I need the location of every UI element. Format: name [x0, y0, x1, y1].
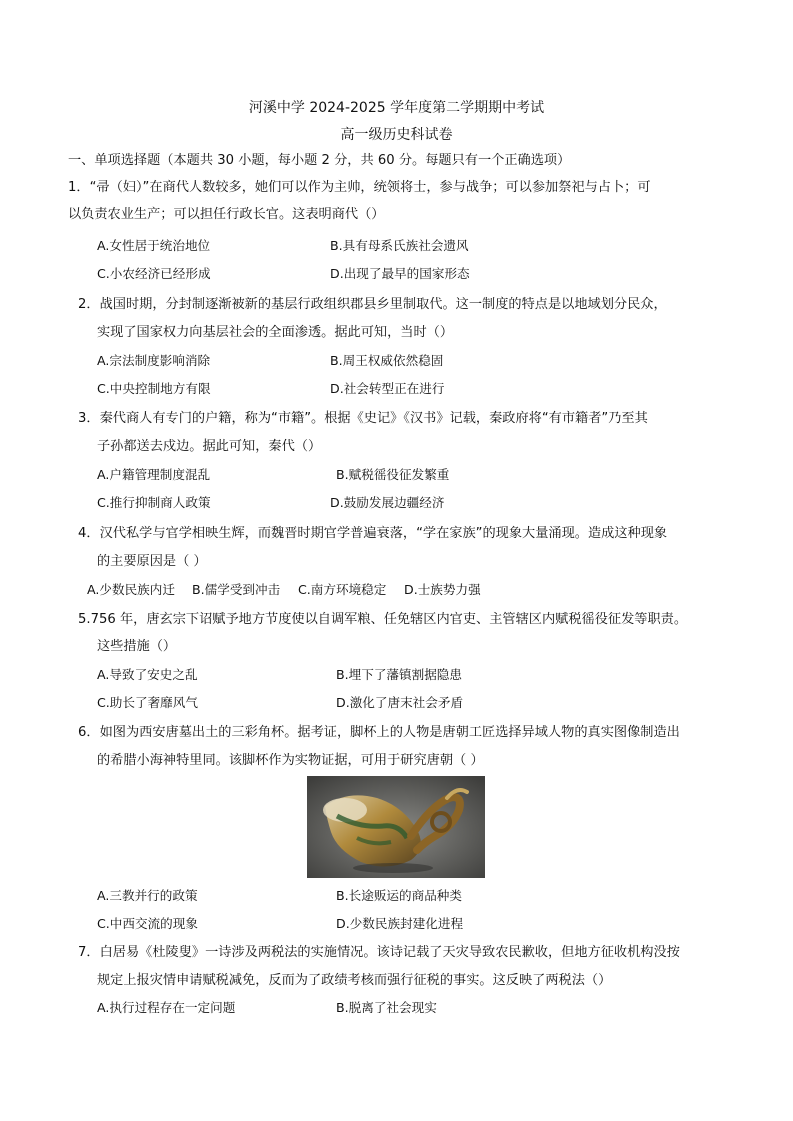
question-2-option-a: A.宗法制度影响消除 — [97, 353, 211, 368]
question-5-option-b: B.埋下了藩镇割据隐患 — [336, 667, 462, 682]
question-3-option-d: D.鼓励发展边疆经济 — [330, 495, 445, 510]
question-2-line-2: 实现了国家权力向基层社会的全面渗透。据此可知，当时（） — [97, 325, 454, 340]
question-6-line-2: 的希腊小海神特里同。该脚杯作为实物证据，可用于研究唐朝（ ） — [97, 753, 484, 768]
question-7-option-a: A.执行过程存在一定问题 — [97, 1000, 236, 1015]
section-heading: 一、单项选择题（本题共 30 小题，每小题 2 分，共 60 分。每题只有一个正确选项） — [68, 153, 571, 168]
question-5-line-2: 这些措施（） — [97, 639, 177, 654]
question-7-option-b: B.脱离了社会现实 — [336, 1000, 437, 1015]
question-7-line-1: 7．白居易《杜陵叟》一诗涉及两税法的实施情况。该诗记载了天灾导致农民歉收，但地方征收机构没按 — [78, 945, 680, 960]
question-7-line-2: 规定上报灾情申请赋税减免，反而为了政绩考核而强行征税的事实。这反映了两税法（） — [97, 973, 612, 988]
exam-subtitle: 高一级历史科试卷 — [340, 127, 453, 143]
question-4-line-1: 4．汉代私学与官学相映生辉，而魏晋时期官学普遍衰落，“学在家族”的现象大量涌现。造成这种现象 — [78, 526, 668, 541]
question-5-option-d: D.激化了唐末社会矛盾 — [336, 695, 464, 710]
question-6-option-c: C.中西交流的现象 — [97, 916, 198, 931]
question-5-option-c: C.助长了奢靡风气 — [97, 695, 198, 710]
question-1-option-b: B.具有母系氏族社会遗风 — [330, 238, 469, 253]
tricolor-horn-cup-photo — [307, 776, 485, 878]
question-4-option-a: A.少数民族内迁 — [87, 582, 175, 597]
question-3-option-a: A.户籍管理制度混乱 — [97, 467, 211, 482]
question-4-option-d: D.士族势力强 — [404, 582, 481, 597]
question-6-option-d: D.少数民族封建化进程 — [336, 916, 464, 931]
question-1-option-a: A.女性居于统治地位 — [97, 238, 211, 253]
question-5-option-a: A.导致了安史之乱 — [97, 667, 198, 682]
question-3-line-1: 3．秦代商人有专门的户籍，称为“市籍”。根据《史记》《汉书》记载，秦政府将“有市籍者”乃至其 — [78, 411, 648, 426]
question-1-option-d: D.出现了最早的国家形态 — [330, 266, 470, 281]
question-3-option-c: C.推行抑制商人政策 — [97, 495, 211, 510]
horn-cup-illustration — [307, 776, 485, 878]
question-4-option-b: B.儒学受到冲击 — [192, 582, 281, 597]
exam-title: 河溪中学 2024-2025 学年度第二学期期中考试 — [248, 100, 545, 116]
question-5-line-1: 5.756 年，唐玄宗下诏赋予地方节度使以自调军粮、任免辖区内官吏、主管辖区内赋税徭役征发等职责。 — [78, 612, 688, 627]
question-4-option-c: C.南方环境稳定 — [298, 582, 387, 597]
question-2-option-d: D.社会转型正在进行 — [330, 381, 445, 396]
question-6-line-1: 6．如图为西安唐墓出土的三彩角杯。据考证，脚杯上的人物是唐朝工匠选择异域人物的真实图像制造出 — [78, 725, 680, 740]
question-2-option-c: C.中央控制地方有限 — [97, 381, 211, 396]
question-1-option-c: C.小农经济已经形成 — [97, 266, 211, 281]
question-1-line-1: 1．“帚（妇）”在商代人数较多，她们可以作为主帅，统领将士，参与战争；可以参加祭祀与占卜；可 — [68, 180, 651, 195]
question-2-option-b: B.周王权威依然稳固 — [330, 353, 444, 368]
question-3-line-2: 子孙都送去戍边。据此可知，秦代（） — [97, 439, 322, 454]
question-2-line-1: 2．战国时期，分封制逐渐被新的基层行政组织郡县乡里制取代。这一制度的特点是以地域划分民众， — [78, 297, 667, 312]
question-4-line-2: 的主要原因是（ ） — [97, 554, 207, 569]
question-6-option-b: B.长途贩运的商品种类 — [336, 888, 462, 903]
question-6-option-a: A.三教并行的政策 — [97, 888, 198, 903]
question-3-option-b: B.赋税徭役征发繁重 — [336, 467, 450, 482]
question-1-line-2: 以负责农业生产；可以担任行政长官。这表明商代（） — [68, 207, 385, 222]
